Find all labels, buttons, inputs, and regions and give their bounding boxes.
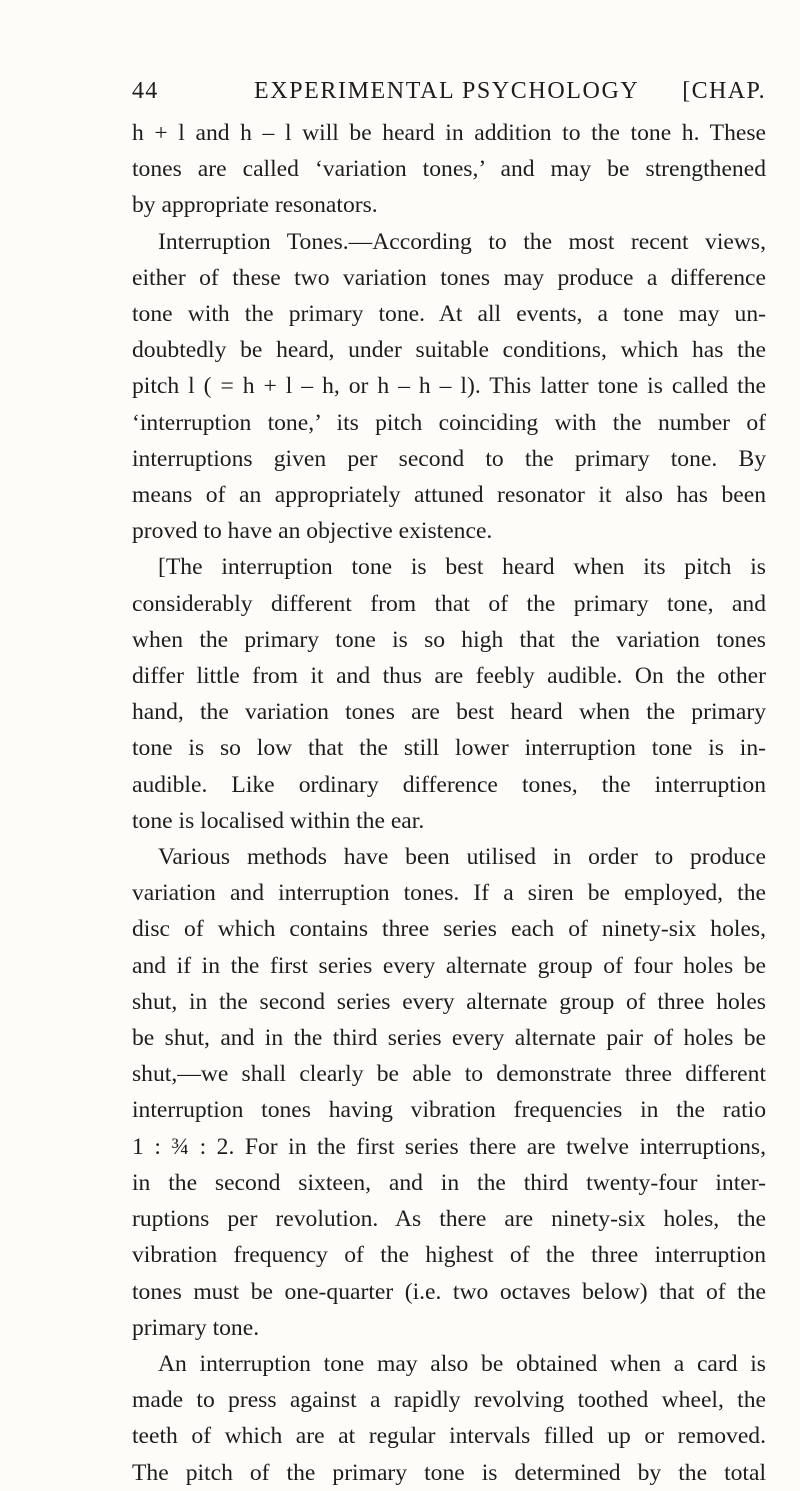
text-line: differ little from it and thus are feebly audible. On the other xyxy=(132,663,766,690)
text-line: h + l and h – l will be heard in addition to the tone h. These xyxy=(132,120,766,146)
text-line: either of these two variation tones may produce a difference xyxy=(132,264,766,291)
text-line: audible. Like ordinary difference tones, the interruption xyxy=(132,771,766,798)
text-line: pitch l ( = h + l – h, or h – h – l). This latter tone is called the xyxy=(132,373,766,400)
text-line: by appropriate resonators. xyxy=(132,192,378,219)
text-line: considerably different from that of the primary tone, and xyxy=(132,590,766,617)
text-line: be shut, and in the third series every alternate pair of holes be xyxy=(132,1025,766,1052)
running-head xyxy=(132,78,766,105)
text-line: Various methods have been utilised in order to produce xyxy=(158,844,766,871)
text-line: ‘interruption tone,’ its pitch coinciding with the number of xyxy=(132,409,766,436)
paragraph-1 xyxy=(132,115,766,224)
text-line: interruption tones having vibration frequencies in the ratio xyxy=(132,1097,766,1124)
text-line: tones must be one-quarter (i.e. two octaves below) that of the xyxy=(132,1278,766,1305)
body-text xyxy=(132,115,766,1491)
text-line: An interruption tone may also be obtained when a card is xyxy=(158,1350,766,1377)
text-line: The pitch of the primary tone is determined by the total xyxy=(132,1459,766,1486)
text-line: in the second sixteen, and in the third twenty-four inter- xyxy=(132,1169,766,1196)
chapter-marker: [CHAP. xyxy=(682,78,766,104)
text-line: shut,—we shall clearly be able to demonstrate three different xyxy=(132,1061,766,1088)
paragraph-interruption-tones xyxy=(132,224,766,260)
text-line: disc of which contains three series each of ninety-six holes, xyxy=(132,916,766,943)
paragraph-4-cont xyxy=(132,875,766,1346)
book-page xyxy=(132,78,766,1491)
text-line: Interruption Tones.—According to the most recent views, xyxy=(158,228,766,255)
text-line: proved to have an objective existence. xyxy=(132,518,493,545)
text-line: tone with the primary tone. At all events, a tone may un- xyxy=(132,301,766,328)
text-line: teeth of which are at regular intervals filled up or removed. xyxy=(132,1423,766,1450)
text-line: variation and interruption tones. If a siren be employed, the xyxy=(132,880,766,907)
text-line: 1 : ¾ : 2. For in the first series there are twelve interruptions, xyxy=(132,1133,766,1160)
paragraph-3 xyxy=(132,549,766,585)
text-line: vibration frequency of the highest of the three interruption xyxy=(132,1242,766,1269)
text-line: made to press against a rapidly revolving toothed wheel, the xyxy=(132,1387,766,1414)
text-line: tone is localised within the ear. xyxy=(132,807,425,834)
paragraph-3-cont xyxy=(132,586,766,839)
text-line: doubtedly be heard, under suitable conditions, which has the xyxy=(132,337,766,364)
page-number: 44 xyxy=(132,78,159,104)
paragraph-4 xyxy=(132,839,766,875)
text-line: ruptions per revolution. As there are ninety-six holes, the xyxy=(132,1206,766,1233)
paragraph-5-cont xyxy=(132,1382,766,1491)
text-line: primary tone. xyxy=(132,1314,260,1341)
text-line: tones are called ‘variation tones,’ and may be strengthened xyxy=(132,156,766,183)
paragraph-2-cont xyxy=(132,260,766,550)
paragraph-5 xyxy=(132,1346,766,1382)
text-line: and if in the first series every alternate group of four holes be xyxy=(132,952,766,979)
running-title: EXPERIMENTAL PSYCHOLOGY xyxy=(254,78,640,104)
text-line: tone is so low that the still lower interruption tone is in- xyxy=(132,735,766,762)
text-line: interruptions given per second to the primary tone. By xyxy=(132,445,766,472)
text-line: when the primary tone is so high that the variation tones xyxy=(132,626,766,653)
text-line: [The interruption tone is best heard when its pitch is xyxy=(158,554,766,581)
text-line: means of an appropriately attuned resonator it also has been xyxy=(132,482,766,509)
text-line: hand, the variation tones are best heard when the primary xyxy=(132,699,766,726)
text-line: shut, in the second series every alternate group of three holes xyxy=(132,988,766,1015)
